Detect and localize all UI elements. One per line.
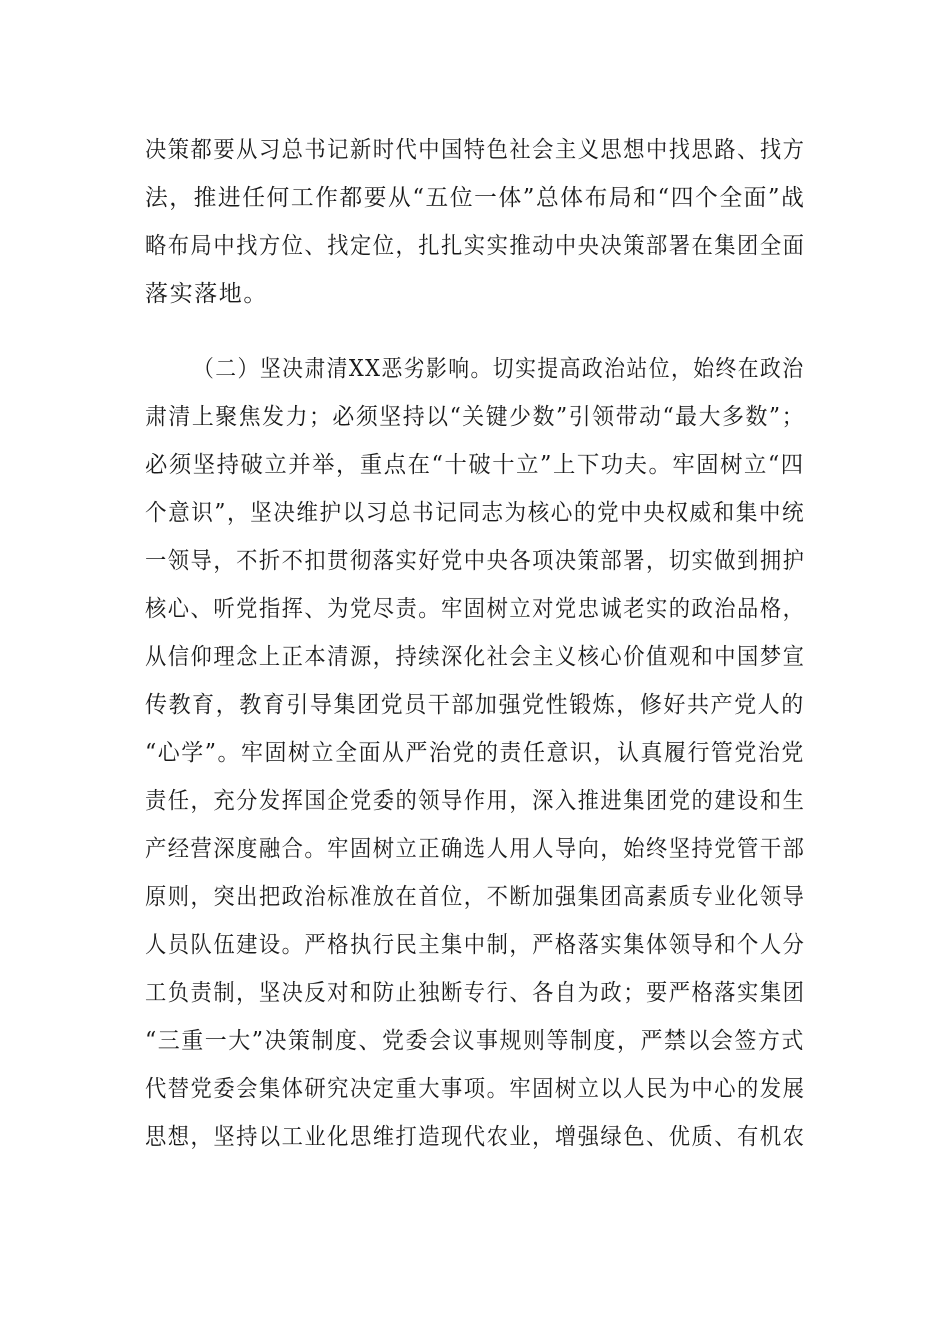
text-line: “三重一大”决策制度、党委会议事规则等制度，严禁以会签方式 [145, 1028, 805, 1054]
text-line: 落实落地。 [145, 281, 268, 307]
text-line: 核心、听党指挥、为党尽责。牢固树立对党忠诚老实的政治品格， [145, 596, 806, 622]
text-line: 工负责制，坚决反对和防止独断专行、各自为政；要严格落实集团 [145, 980, 806, 1006]
text-line: “心学”。牢固树立全面从严治党的责任意识，认真履行管党治党 [145, 740, 805, 766]
text-line: 思想，坚持以工业化思维打造现代农业，增强绿色、优质、有机农 [145, 1124, 806, 1150]
text-line: 个意识”，坚决维护以习总书记同志为核心的党中央权威和集中统 [145, 500, 806, 526]
text-line: 传教育，教育引导集团党员干部加强党性锻炼，修好共产党人的 [145, 692, 805, 718]
text-line: （二）坚决肃清XX恶劣影响。切实提高政治站位，始终在政治 [193, 356, 805, 382]
text-line: 必须坚持破立并举，重点在“十破十立”上下功夫。牢固树立“四 [145, 452, 805, 478]
text-line: 从信仰理念上正本清源，持续深化社会主义核心价值观和中国梦宣 [145, 644, 806, 670]
text-line: 决策都要从习总书记新时代中国特色社会主义思想中找思路、找方 [145, 137, 806, 163]
text-line: 原则，突出把政治标准放在首位，不断加强集团高素质专业化领导 [145, 884, 806, 910]
text-line: 肃清上聚焦发力；必须坚持以“关键少数”引领带动“最大多数”； [145, 404, 806, 430]
text-line: 产经营深度融合。牢固树立正确选人用人导向，始终坚持党管干部 [145, 836, 806, 862]
text-line: 一领导，不折不扣贯彻落实好党中央各项决策部署，切实做到拥护 [145, 548, 806, 574]
text-line: 责任，充分发挥国企党委的领导作用，深入推进集团党的建设和生 [145, 788, 806, 814]
text-line: 法，推进任何工作都要从“五位一体”总体布局和“四个全面”战 [145, 185, 806, 211]
text-line: 代替党委会集体研究决定重大事项。牢固树立以人民为中心的发展 [145, 1076, 806, 1102]
text-line: 人员队伍建设。严格执行民主集中制，严格落实集体领导和个人分 [145, 932, 806, 958]
text-line: 略布局中找方位、找定位，扎扎实实推动中央决策部署在集团全面 [145, 233, 806, 259]
